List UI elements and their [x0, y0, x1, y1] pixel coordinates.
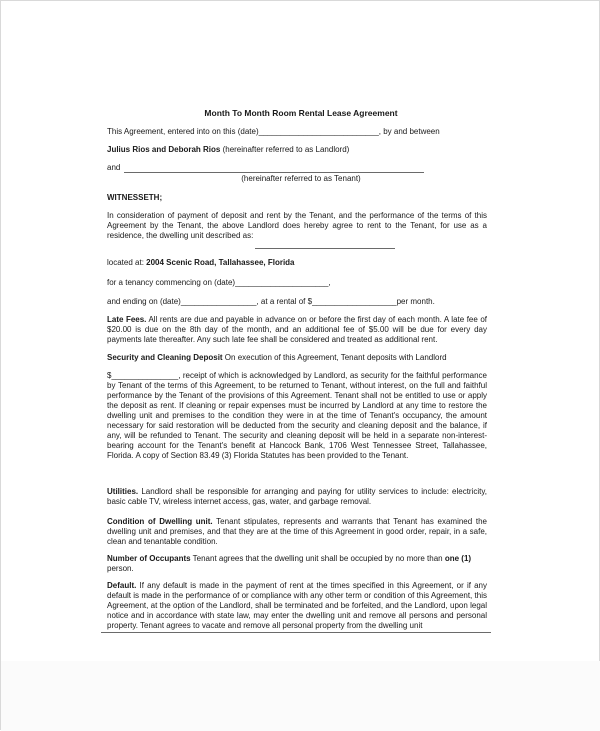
condition-text: Tenant stipulates, represents and warrants that Tenant has examined the dwelling unit and premises, and that they are at the time of this Agreement in good order, repair, in a safe, clean and tenantable condition. — [107, 517, 487, 546]
page-bottom-rule — [101, 632, 491, 633]
occupants-text: Tenant agrees that the dwelling unit shall be occupied by no more than — [190, 554, 445, 563]
condition-heading: Condition of Dwelling unit. — [107, 517, 213, 526]
located-prefix: located at: — [107, 258, 147, 267]
landlord-line — [107, 145, 349, 154]
page-bottom-margin — [1, 661, 600, 731]
dwelling-unit-blank — [255, 248, 395, 249]
security-text: On execution of this Agreement, Tenant deposits with Landlord — [222, 353, 447, 362]
landlord-names: Julius Rios and Deborah Rios — [107, 145, 221, 154]
occupants-paragraph — [107, 554, 487, 574]
security-line — [107, 353, 447, 362]
intro-line: This Agreement, entered into on this (date)___________________________, by and between — [107, 127, 440, 136]
tenant-caption: (hereinafter referred to as Tenant) — [241, 174, 361, 183]
condition-paragraph — [107, 517, 487, 547]
security-heading: Security and Cleaning Deposit — [107, 353, 223, 362]
late-fees-heading: Late Fees. — [107, 315, 147, 324]
occupants-heading: Number of Occupants — [107, 554, 191, 563]
late-fees-paragraph — [107, 315, 487, 345]
occupants-after: person. — [107, 564, 134, 573]
tenancy-line: for a tenancy commencing on (date)_____________________, — [107, 278, 331, 287]
utilities-heading: Utilities. — [107, 487, 139, 496]
located-line — [107, 258, 295, 267]
witnesseth-heading: WITNESSETH; — [107, 193, 163, 202]
late-fees-text: All rents are due and payable in advance on or before the first day of each month. A late fee of $20.00 is due on the 8th day of the month, and an additional fee of $5.00 will be due for every day payments late thereafter. Any such late fee shall be considered and treated as additional rent. — [107, 315, 487, 344]
occupants-count: one (1) — [444, 554, 472, 563]
default-heading: Default. — [107, 581, 137, 590]
document-title: Month To Month Room Rental Lease Agreement — [204, 108, 398, 118]
tenant-name-blank — [124, 172, 424, 173]
located-address: 2004 Scenic Road, Tallahassee, Florida — [146, 258, 295, 267]
landlord-suffix: (hereinafter referred to as Landlord) — [220, 145, 350, 154]
ending-line: and ending on (date)_________________, at a rental of $___________________per month. — [107, 297, 435, 306]
tenant-and: and — [107, 163, 121, 172]
security-body-paragraph: $_______________, receipt of which is acknowledged by Landlord, as security for the faithful performance by Tenant of the terms of this Agreement, to be returned to Tenant, without interest, on the full and faithful performance by the Tenant of the provisions of this Agreement. Tenant shall not be entitled to use or apply the deposit as rent. If cleaning or repair expenses must be incurred by Landlord at any time to restore the dwelling unit and premises to the condition they were in at the time of Tenant's occupancy, the amount necessary for said restoration will be deducted from the security and cleaning deposit and the balance, if any, will be refunded to Tenant. The security and cleaning deposit will be held in a separate non-interest-bearing account for the Tenant's benefit at Hancock Bank, 1706 West Tennessee Street, Tallahassee, Florida. A copy of Section 83.49 (3) Florida Statutes has been provided to the Tenant. — [107, 371, 487, 460]
default-paragraph — [107, 581, 487, 631]
consideration-paragraph: In consideration of payment of deposit and rent by the Tenant, and the performance of the terms of this Agreement by the Tenant, the above Landlord does hereby agree to rent to the Tenant, for use as a residence, the dwelling unit described as: — [107, 211, 487, 240]
utilities-text: Landlord shall be responsible for arranging and paying for utility services to include: electricity, basic cable TV, wireless internet access, gas, water, and garbage removal. — [107, 487, 487, 506]
default-text: If any default is made in the payment of rent at the times specified in this Agreement, or if any default is made in the performance of or compliance with any other term or condition of this Agreement, this Agreement, at the option of the Landlord, shall be terminated and be forfeited, and the Landlord, upon legal notice and in accordance with state law, may enter the dwelling unit and remove all persons and personal property. Tenant agrees to vacate and remove all personal property from the dwelling unit — [107, 581, 487, 630]
utilities-paragraph — [107, 487, 487, 507]
